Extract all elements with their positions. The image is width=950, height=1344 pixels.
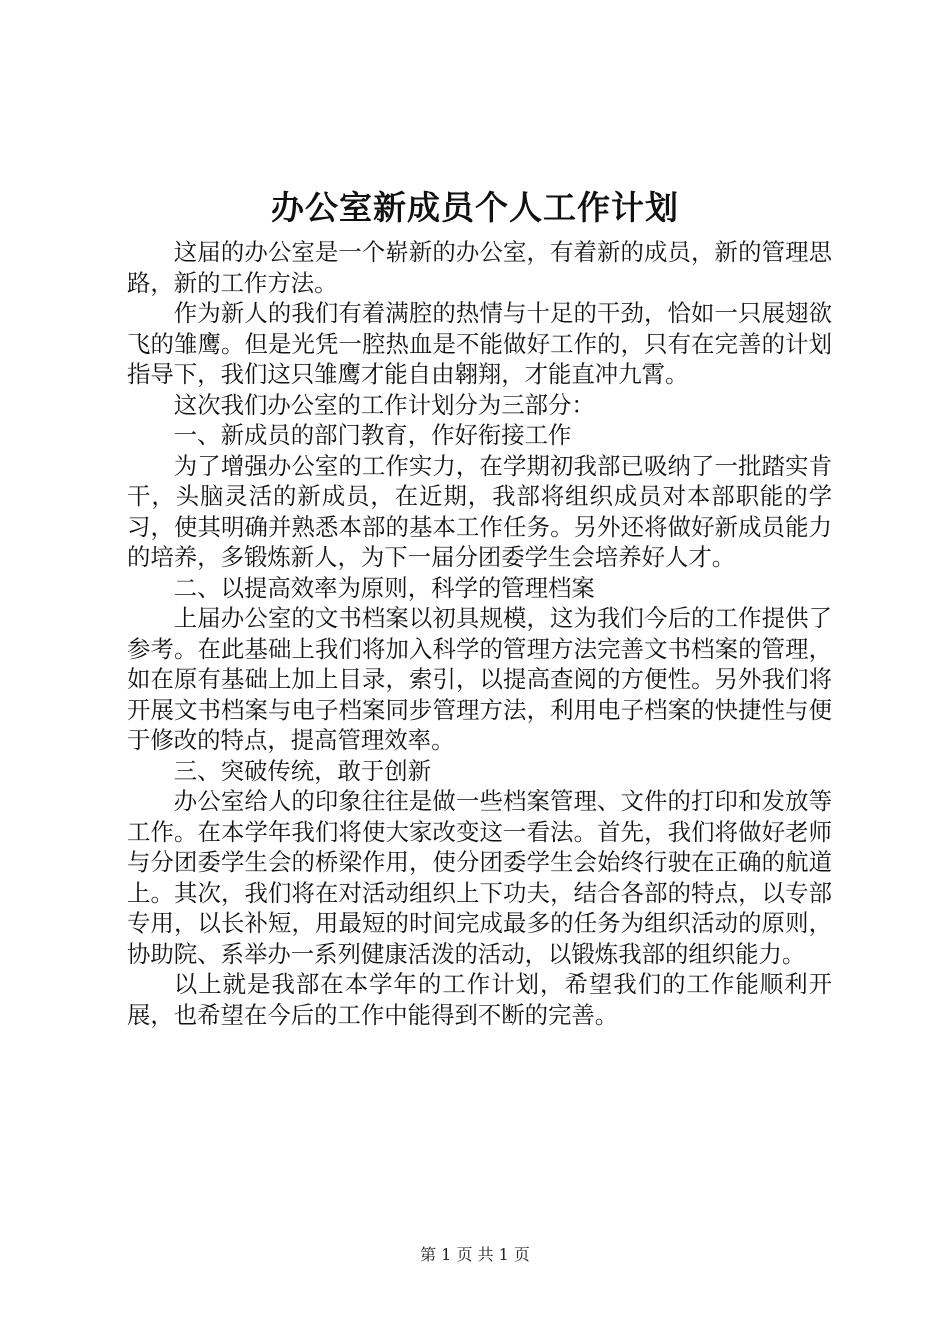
paragraph: 这次我们办公室的工作计划分为三部分： (173, 390, 595, 419)
paragraph: 作为新人的我们有着满腔的热情与十足的干劲，恰如一只展翅欲飞的雏鹰。但是光凭一腔热血是不能做好工作的，只有在完善的计划指导下，我们这只雏鹰才能自由翱翔，才能直冲九霄。 (127, 299, 832, 388)
paragraph: 这届的办公室是一个崭新的办公室，有着新的成员，新的管理思路，新的工作方法。 (127, 238, 832, 297)
document-body (127, 237, 832, 1030)
document-title: 办公室新成员个人工作计划 (271, 188, 679, 227)
paragraph: 以上就是我部在本学年的工作计划，希望我们的工作能顺利开展，也希望在今后的工作中能得到不断的完善。 (127, 970, 832, 1029)
paragraph: 上届办公室的文书档案以初具规模，这为我们今后的工作提供了参考。在此基础上我们将加入科学的管理方法完善文书档案的管理，如在原有基础上加上目录，索引，以提高查阅的方便性。另外我们将开展文书档案与电子档案同步管理方法，利用电子档案的快捷性与便于修改的特点，提高管理效率。 (127, 604, 832, 754)
section-heading: 一、新成员的部门教育，作好衔接工作 (173, 421, 572, 449)
page-footer: 第 1 页 共 1 页 (420, 1245, 530, 1264)
paragraph: 为了增强办公室的工作实力，在学期初我部已吸纳了一批踏实肯干，头脑灵活的新成员，在近期，我部将组织成员对本部职能的学习，使其明确并熟悉本部的基本工作任务。另外还将做好新成员能力的培养，多锻炼新人，为下一届分团委学生会培养好人才。 (127, 451, 832, 571)
paragraph: 办公室给人的印象往往是做一些档案管理、文件的打印和发放等工作。在本学年我们将使大家改变这一看法。首先，我们将做好老师与分团委学生会的桥梁作用，使分团委学生会始终行驶在正确的航道上。其次，我们将在对活动组织上下功夫，结合各部的特点，以专部专用，以长补短，用最短的时间完成最多的任务为组织活动的原则，协助院、系举办一系列健康活泼的活动，以锻炼我部的组织能力。 (127, 787, 832, 968)
section-heading: 三、突破传统，敢于创新 (173, 756, 432, 785)
section-heading: 二、以提高效率为原则，科学的管理档案 (173, 573, 595, 602)
